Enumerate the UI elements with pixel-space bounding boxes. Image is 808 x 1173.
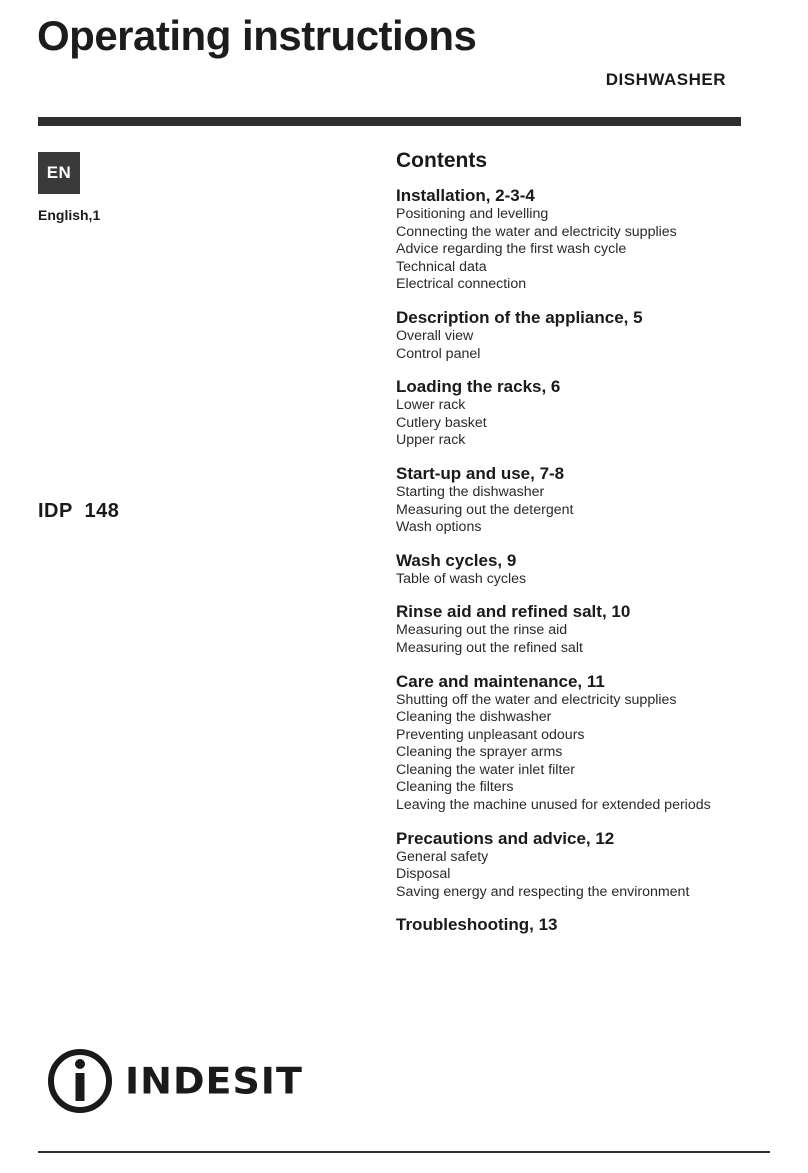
toc-section — [396, 601, 776, 657]
toc-section-title[interactable]: Loading the racks, 6 — [396, 377, 561, 397]
toc-item[interactable]: Cutlery basket — [396, 414, 487, 431]
toc-item[interactable]: Cleaning the dishwasher — [396, 709, 552, 726]
toc-section — [396, 185, 776, 294]
language-badge: EN — [38, 152, 80, 194]
toc-item[interactable]: Disposal — [396, 866, 451, 883]
toc-section — [396, 376, 776, 450]
toc-section — [396, 550, 776, 589]
indesit-logo-icon — [45, 1046, 115, 1116]
toc-section — [396, 307, 776, 363]
toc-section — [396, 914, 776, 935]
language-page-link[interactable]: English,1 — [38, 207, 101, 223]
toc-item[interactable]: Lower rack — [396, 397, 466, 414]
toc-item[interactable]: Cleaning the water inlet filter — [396, 761, 576, 778]
toc-item[interactable]: Leaving the machine unused for extended periods — [396, 797, 711, 814]
brand-logo — [45, 1046, 303, 1116]
toc-item[interactable]: Overall view — [396, 327, 474, 344]
toc-section — [396, 671, 776, 815]
toc-item[interactable]: Upper rack — [396, 432, 466, 449]
toc-item[interactable]: Shutting off the water and electricity supplies — [396, 691, 677, 708]
toc-section-title[interactable]: Care and maintenance, 11 — [396, 671, 605, 691]
toc-item[interactable]: Wash options — [396, 519, 482, 536]
toc-section — [396, 828, 776, 902]
toc-section-title[interactable]: Start-up and use, 7-8 — [396, 463, 565, 483]
brand-name: INDESIT — [125, 1060, 303, 1102]
toc-section-title[interactable]: Rinse aid and refined salt, 10 — [396, 602, 631, 622]
toc-item[interactable]: General safety — [396, 848, 489, 865]
toc-item[interactable]: Measuring out the rinse aid — [396, 622, 568, 639]
toc-item[interactable]: Positioning and levelling — [396, 206, 549, 222]
contents-heading: Contents — [396, 149, 487, 172]
toc-section-title[interactable]: Wash cycles, 9 — [396, 550, 517, 570]
toc-item[interactable]: Connecting the water and electricity supplies — [396, 223, 677, 240]
toc-item[interactable]: Technical data — [396, 258, 487, 275]
table-of-contents — [396, 149, 776, 948]
page-title: Operating instructions — [37, 12, 477, 59]
toc-item[interactable]: Measuring out the refined salt — [396, 639, 583, 656]
toc-section-title[interactable]: Installation, 2-3-4 — [396, 186, 535, 205]
toc-item[interactable]: Starting the dishwasher — [396, 483, 545, 500]
toc-section — [396, 463, 776, 537]
toc-item[interactable]: Cleaning the sprayer arms — [396, 744, 563, 761]
toc-sections — [396, 185, 776, 935]
toc-section-title[interactable]: Troubleshooting, 13 — [396, 915, 558, 935]
toc-item[interactable]: Measuring out the detergent — [396, 501, 574, 518]
product-category: DISHWASHER — [605, 70, 726, 89]
toc-item[interactable]: Table of wash cycles — [396, 570, 527, 587]
toc-section-title[interactable]: Description of the appliance, 5 — [396, 307, 643, 327]
model-number: IDP 148 — [38, 500, 120, 522]
toc-item[interactable]: Advice regarding the first wash cycle — [396, 241, 627, 258]
toc-section-title[interactable]: Precautions and advice, 12 — [396, 828, 615, 848]
toc-item[interactable]: Cleaning the filters — [396, 779, 514, 796]
toc-item[interactable]: Saving energy and respecting the environment — [396, 883, 690, 900]
bottom-divider — [38, 1151, 770, 1153]
toc-item[interactable]: Control panel — [396, 345, 481, 362]
top-divider — [38, 117, 741, 126]
toc-item[interactable]: Electrical connection — [396, 276, 527, 293]
toc-item[interactable]: Preventing unpleasant odours — [396, 726, 585, 743]
